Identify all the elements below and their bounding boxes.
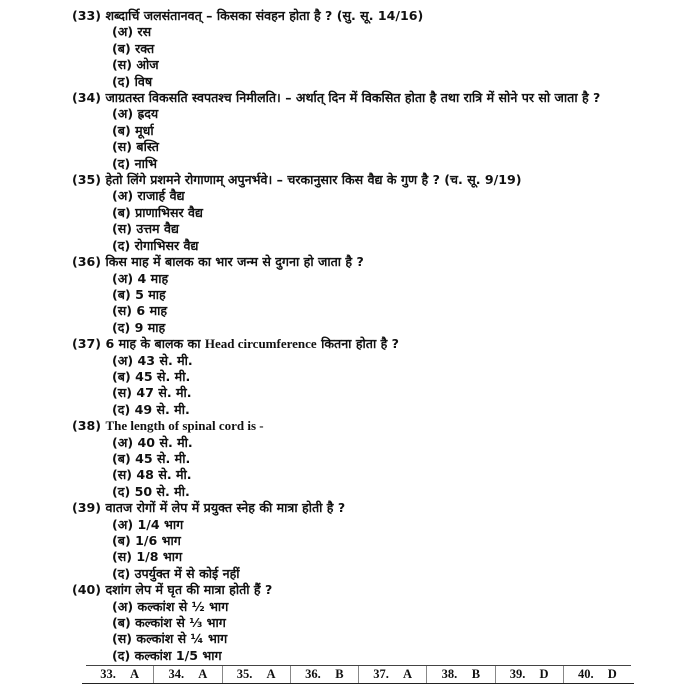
option-marker: (अ) [112,270,134,286]
option [112,451,672,467]
question-40 [72,582,672,664]
answer-key-number: 40. [577,667,594,681]
option [112,205,672,221]
option-text: 6 माह [136,303,168,319]
answer-key-answer: B [335,667,344,681]
answer-key-number: 35. [236,667,253,681]
option-text: रक्त [135,40,155,56]
question-body-part: 6 माह के बालक का [105,336,201,352]
option [112,287,672,303]
question-body: The length of spinal cord is - [105,418,264,434]
question-number: (38) [72,418,102,434]
option [112,320,672,336]
option-marker: (ब) [112,615,131,631]
question-text [72,8,672,24]
option-text: मूर्धा [135,122,154,138]
option-marker: (अ) [112,188,134,204]
option-marker: (ब) [112,450,131,466]
option [112,303,672,319]
question-body-part: कितना होता है ? [321,336,399,352]
option-text: कल्कांश से ½ भाग [137,598,229,614]
option [112,221,672,237]
option [112,402,672,418]
option-marker: (ब) [112,286,131,302]
answer-key-answer: A [198,667,208,681]
option [112,188,672,204]
question-text [72,500,672,516]
option-text: 9 माह [134,319,166,335]
question-35 [72,172,672,254]
answer-key-cell [153,666,221,683]
question-number: (36) [72,254,102,270]
option-marker: (अ) [112,352,134,368]
option-marker: (स) [112,303,133,319]
option-text: 50 से. मी. [134,483,190,499]
question-body: दशांग लेप में घृत की मात्रा होती हैं ? [105,582,273,598]
option-text: 45 से. मी. [135,450,191,466]
option-text: उत्तम वैद्य [136,221,179,237]
question-text [72,254,672,270]
option-marker: (द) [112,319,131,335]
answer-key-answer: D [607,667,617,681]
question-36 [72,254,672,336]
option-list [112,24,672,90]
option-text: कल्कांश से ⅓ भाग [135,615,226,631]
answer-key-answer: A [130,667,140,681]
option-list [112,188,672,254]
option-marker: (अ) [112,434,134,450]
option-marker: (द) [112,237,131,253]
answer-key-answer: A [403,667,413,681]
option [112,156,672,172]
option-marker: (ब) [112,533,131,548]
option-marker: (द) [112,155,131,171]
question-body: वातज रोगों में लेप में प्रयुक्त स्नेह की मात्रा होती है ? [105,500,346,516]
option-marker: (अ) [112,106,134,122]
question-39 [72,500,672,582]
question-37 [72,336,672,418]
option [112,435,672,451]
answer-key-cell [495,666,563,683]
question-38 [72,418,672,500]
option [112,41,672,57]
question-text [72,418,672,434]
question-number: (39) [72,500,102,516]
option [112,599,672,615]
option-text: 1/4 भाग [137,516,184,532]
answer-key-table [86,665,631,684]
answer-key-number: 37. [373,667,389,681]
option [112,615,672,631]
option-list [112,517,672,583]
option [112,24,672,40]
question-body: जाग्रतस्त विकसति स्वपतश्च निमीलति। – अर्थात् दिन में विकसित होता है तथा रात्रि में सोने पर सो जाता है ? [105,90,601,106]
option-text: उपर्युक्त में से कोई नहीं [134,565,240,581]
option [112,271,672,287]
answer-key-cell [290,666,358,683]
question-list [72,8,672,664]
option-marker: (अ) [112,24,134,40]
option-marker: (अ) [112,516,134,532]
question-34 [72,90,672,172]
question-english-term: Head circumference [204,336,317,352]
option [112,57,672,73]
answer-key-cell [563,666,631,683]
option-text: ओज [136,57,159,73]
option-text: 1/8 भाग [136,549,183,565]
question-number: (34) [72,90,102,106]
option-text: रस [137,24,152,40]
question-body: शब्दार्चि जलसंतानवत् – किसका संवहन होता है ? (सु. सू. 14/16) [105,8,424,23]
option-text: ह्रदय [137,106,159,122]
answer-key-number: 33. [100,667,116,681]
option-list [112,106,672,172]
answer-key-answer: B [471,667,481,681]
option-list [112,353,672,419]
option-text: 45 से. मी. [135,368,191,384]
option [112,139,672,155]
option-marker: (ब) [112,204,131,220]
option-marker: (स) [112,385,133,401]
option-marker: (द) [112,483,131,499]
answer-key-cell [358,666,426,683]
option-text: कल्कांश 1/5 भाग [134,647,222,663]
option-marker: (अ) [112,598,134,614]
option-text: नाभि [134,155,157,171]
option-text: 48 से. मी. [136,467,192,483]
option [112,533,672,549]
answer-key-answer: D [539,667,549,681]
option-text: 4 माह [137,270,169,286]
option-marker: (द) [112,73,131,89]
option-list [112,435,672,501]
option-marker: (ब) [112,40,131,56]
option-list [112,271,672,337]
option-list [112,599,672,665]
option [112,648,672,664]
option [112,238,672,254]
option-text: विष [134,73,153,89]
option [112,549,672,565]
answer-key-cell [222,666,290,683]
option [112,631,672,647]
option [112,566,672,582]
question-33 [72,8,672,90]
option-marker: (द) [112,565,131,581]
question-number: (40) [72,582,102,598]
option-marker: (स) [112,631,133,647]
answer-key-number: 39. [509,667,526,681]
answer-key-answer: A [266,667,276,681]
answer-key-cell [86,666,153,683]
option-marker: (ब) [112,368,131,384]
answer-key-number: 38. [441,667,458,681]
option-text: 43 से. मी. [137,352,193,368]
option-marker: (स) [112,549,133,565]
option-text: प्राणाभिसर वैद्य [135,204,203,220]
question-number: (37) [72,336,102,352]
option [112,74,672,90]
option [112,353,672,369]
option-text: 5 माह [135,286,166,302]
question-text [72,90,672,106]
option [112,106,672,122]
answer-key-number: 34. [168,667,185,681]
option-marker: (स) [112,467,133,483]
option-marker: (द) [112,647,131,663]
option-marker: (स) [112,57,133,73]
option [112,517,672,533]
answer-key-number: 36. [305,667,321,681]
option [112,385,672,401]
question-text [72,336,672,352]
question-text [72,582,672,598]
option [112,123,672,139]
question-text [72,172,672,188]
option-text: 1/6 भाग [135,533,181,548]
option-text: रोगाभिसर वैद्य [134,237,199,253]
option [112,467,672,483]
option-marker: (स) [112,139,133,155]
option-marker: (ब) [112,122,131,138]
question-number: (35) [72,172,102,188]
option-text: 47 से. मी. [136,385,192,401]
option-text: 40 से. मी. [137,434,193,450]
option-text: बस्ति [136,139,159,155]
question-body: हेतो लिंगे प्रशमने रोगाणाम् अपुनर्भवे। – चरकानुसार किस वैद्य के गुण है ? (च. सू. 9/19) [105,172,522,188]
option-text: कल्कांश से ¼ भाग [136,631,228,647]
option [112,484,672,500]
option-marker: (स) [112,221,133,237]
option [112,369,672,385]
option-text: 49 से. मी. [134,401,190,417]
bottom-divider [82,683,634,684]
question-body: किस माह में बालक का भार जन्म से दुगना हो जाता है ? [105,254,364,270]
answer-key-cell [426,666,494,683]
option-text: राजार्ह वैद्य [137,188,185,204]
question-number: (33) [72,8,102,23]
option-marker: (द) [112,401,131,417]
